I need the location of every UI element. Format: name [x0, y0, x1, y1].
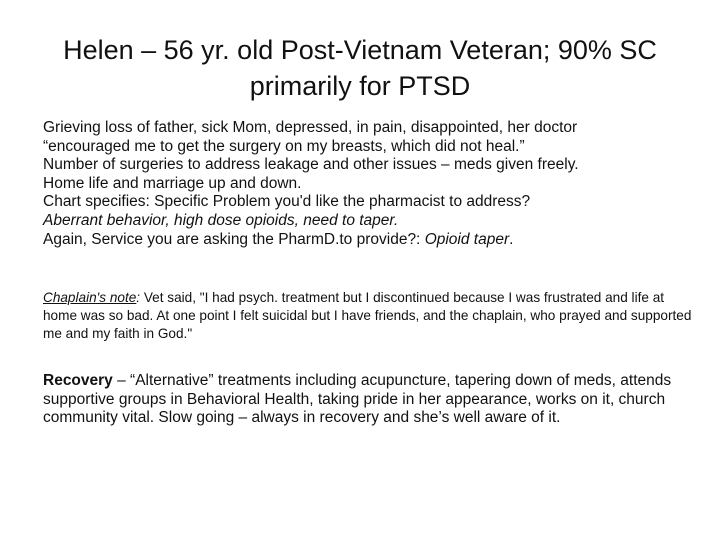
slide-title: [30, 32, 690, 104]
chaplain-label: Chaplain's note: [43, 290, 137, 305]
chaplain-text: Vet said, "I had psych. treatment but I discontinued because I was frustrated and life at home was so bad. At one point I felt suicidal but I have friends, and the chaplain, who prayed and supported me and my faith in God.": [43, 290, 692, 341]
recovery-label: Recovery: [43, 372, 113, 389]
service-line: [43, 231, 693, 250]
recovery-text: – “Alternative” treatments including acupuncture, tapering down of meds, attends supportive groups in Behavioral Health, taking pride in her appearance, works on it, church community vital. Slow going – always in recovery and she’s well aware of it.: [43, 372, 672, 427]
recovery-paragraph: [43, 372, 693, 428]
summary-line-2: “encouraged me to get the surgery on my breasts, which did not heal.”: [43, 137, 525, 155]
title-line-2: primarily for PTSD: [249, 71, 471, 101]
title-line-1: Helen – 56 yr. old Post-Vietnam Veteran; 90% SC: [63, 35, 657, 65]
case-summary: [43, 119, 693, 249]
summary-line-1: Grieving loss of father, sick Mom, depressed, in pain, disappointed, her doctor: [43, 119, 578, 136]
summary-line-3: Number of surgeries to address leakage and other issues – meds given freely.: [43, 156, 579, 174]
chaplain-label-colon: :: [136, 290, 141, 305]
recovery-section: [43, 372, 693, 428]
service-value: Opioid taper: [424, 230, 510, 248]
service-prefix: Again, Service you are asking the PharmD.to provide?:: [43, 230, 425, 248]
problem-line: Aberrant behavior, high dose opioids, need to taper.: [43, 211, 399, 229]
service-suffix: .: [509, 230, 514, 248]
summary-line-4: Home life and marriage up and down.: [43, 174, 302, 192]
chaplain-note: [43, 289, 693, 343]
chart-specifies-line: Chart specifies: Specific Problem you'd like the pharmacist to address?: [43, 193, 531, 211]
chaplain-paragraph: [43, 289, 693, 343]
